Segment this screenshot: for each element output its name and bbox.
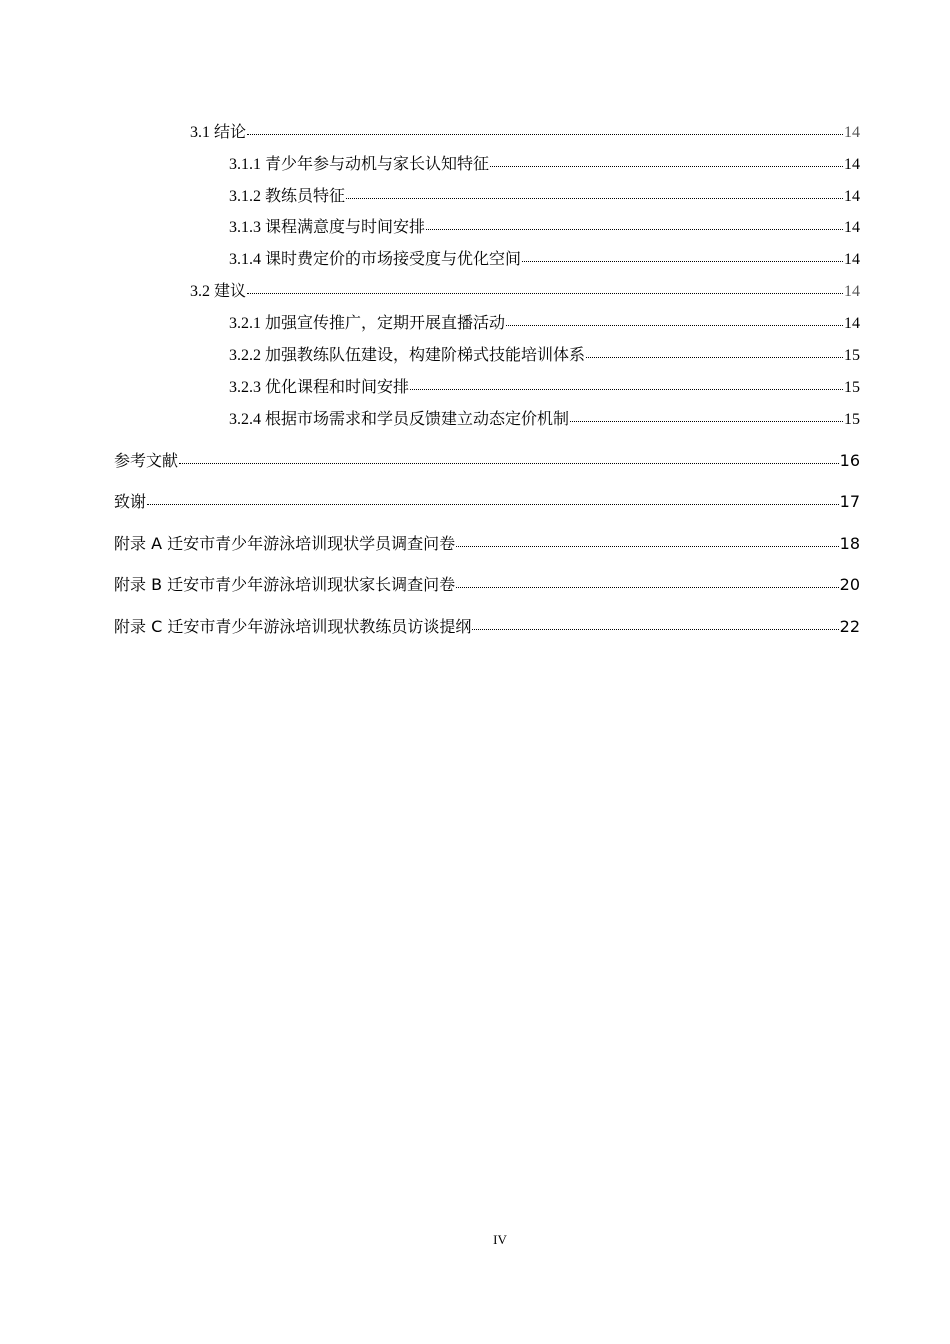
- toc-leader: [490, 166, 843, 167]
- toc-leader: [247, 293, 843, 294]
- toc-entry-label: 3.2.4 根据市场需求和学员反馈建立动态定价机制: [229, 411, 570, 428]
- toc-page-number: 17: [839, 492, 860, 511]
- toc-entry-label: 3.1.2 教练员特征: [229, 188, 346, 205]
- toc-entry-label: 3.2.2 加强教练队伍建设，构建阶梯式技能培训体系: [229, 347, 586, 364]
- toc-entry-3-1[interactable]: [190, 123, 860, 143]
- toc-leader: [147, 504, 839, 505]
- toc-entry-label: 3.1.1 青少年参与动机与家长认知特征: [229, 156, 490, 173]
- toc-page-number: 14: [844, 124, 860, 141]
- toc-entry-appendix-c[interactable]: [114, 617, 860, 637]
- toc-entry-label: 致谢: [114, 492, 147, 511]
- toc-entry-3-2-1[interactable]: [229, 314, 860, 334]
- toc-entry-references[interactable]: [114, 451, 860, 471]
- toc-entry-3-2-2[interactable]: [229, 346, 860, 366]
- toc-entry-label: 3.1.3 课程满意度与时间安排: [229, 219, 426, 236]
- toc-entry-3-2-4[interactable]: [229, 410, 860, 430]
- toc-page-number: 15: [844, 379, 860, 396]
- toc-leader: [456, 546, 839, 547]
- toc-leader: [472, 629, 838, 630]
- page-footer: [0, 1232, 950, 1248]
- toc-entry-acknowledgements[interactable]: [114, 492, 860, 512]
- toc-leader: [506, 325, 843, 326]
- toc-page-number: 14: [844, 251, 860, 268]
- toc-entry-3-1-2[interactable]: [229, 187, 860, 207]
- toc-entry-appendix-b[interactable]: [114, 575, 860, 595]
- toc-page-number: 14: [844, 219, 860, 236]
- toc-entry-label: 3.2.1 加强宣传推广，定期开展直播活动: [229, 315, 506, 332]
- toc-page-number: 14: [844, 283, 860, 300]
- toc-entry-3-1-1[interactable]: [229, 155, 860, 175]
- toc-leader: [522, 261, 843, 262]
- toc-leader: [570, 421, 843, 422]
- toc-leader: [586, 357, 843, 358]
- toc-page-number: 18: [839, 534, 860, 553]
- toc-entry-label: 3.1 结论: [190, 124, 247, 141]
- toc-entry-3-2[interactable]: [190, 282, 860, 302]
- toc-page-number: 20: [839, 575, 860, 594]
- toc-entry-appendix-a[interactable]: [114, 534, 860, 554]
- toc-page-number: 15: [844, 347, 860, 364]
- toc-leader: [456, 587, 838, 588]
- toc-page-number: 14: [844, 156, 860, 173]
- toc-entry-label: 3.2 建议: [190, 283, 247, 300]
- toc-entry-3-1-3[interactable]: [229, 218, 860, 238]
- toc-leader: [179, 463, 839, 464]
- toc-leader: [426, 229, 843, 230]
- toc-entry-label: 参考文献: [114, 451, 179, 470]
- toc-leader: [410, 389, 843, 390]
- toc-entry-label: 附录 A 迁安市青少年游泳培训现状学员调查问卷: [114, 534, 456, 553]
- toc-page-number: 14: [844, 188, 860, 205]
- toc-entry-label: 3.2.3 优化课程和时间安排: [229, 379, 410, 396]
- toc-leader: [247, 134, 843, 135]
- toc-page-number: 22: [839, 617, 860, 636]
- toc-page-number: 16: [839, 451, 860, 470]
- toc-entry-label: 附录 C 迁安市青少年游泳培训现状教练员访谈提纲: [114, 617, 472, 636]
- toc-leader: [346, 198, 843, 199]
- toc-entry-label: 3.1.4 课时费定价的市场接受度与优化空间: [229, 251, 522, 268]
- toc-page-number: 14: [844, 315, 860, 332]
- toc-entry-3-1-4[interactable]: [229, 250, 860, 270]
- toc-page-number: 15: [844, 411, 860, 428]
- toc-entry-label: 附录 B 迁安市青少年游泳培训现状家长调查问卷: [114, 575, 456, 594]
- toc-entry-3-2-3[interactable]: [229, 378, 860, 398]
- footer-page-number: IV: [493, 1232, 507, 1247]
